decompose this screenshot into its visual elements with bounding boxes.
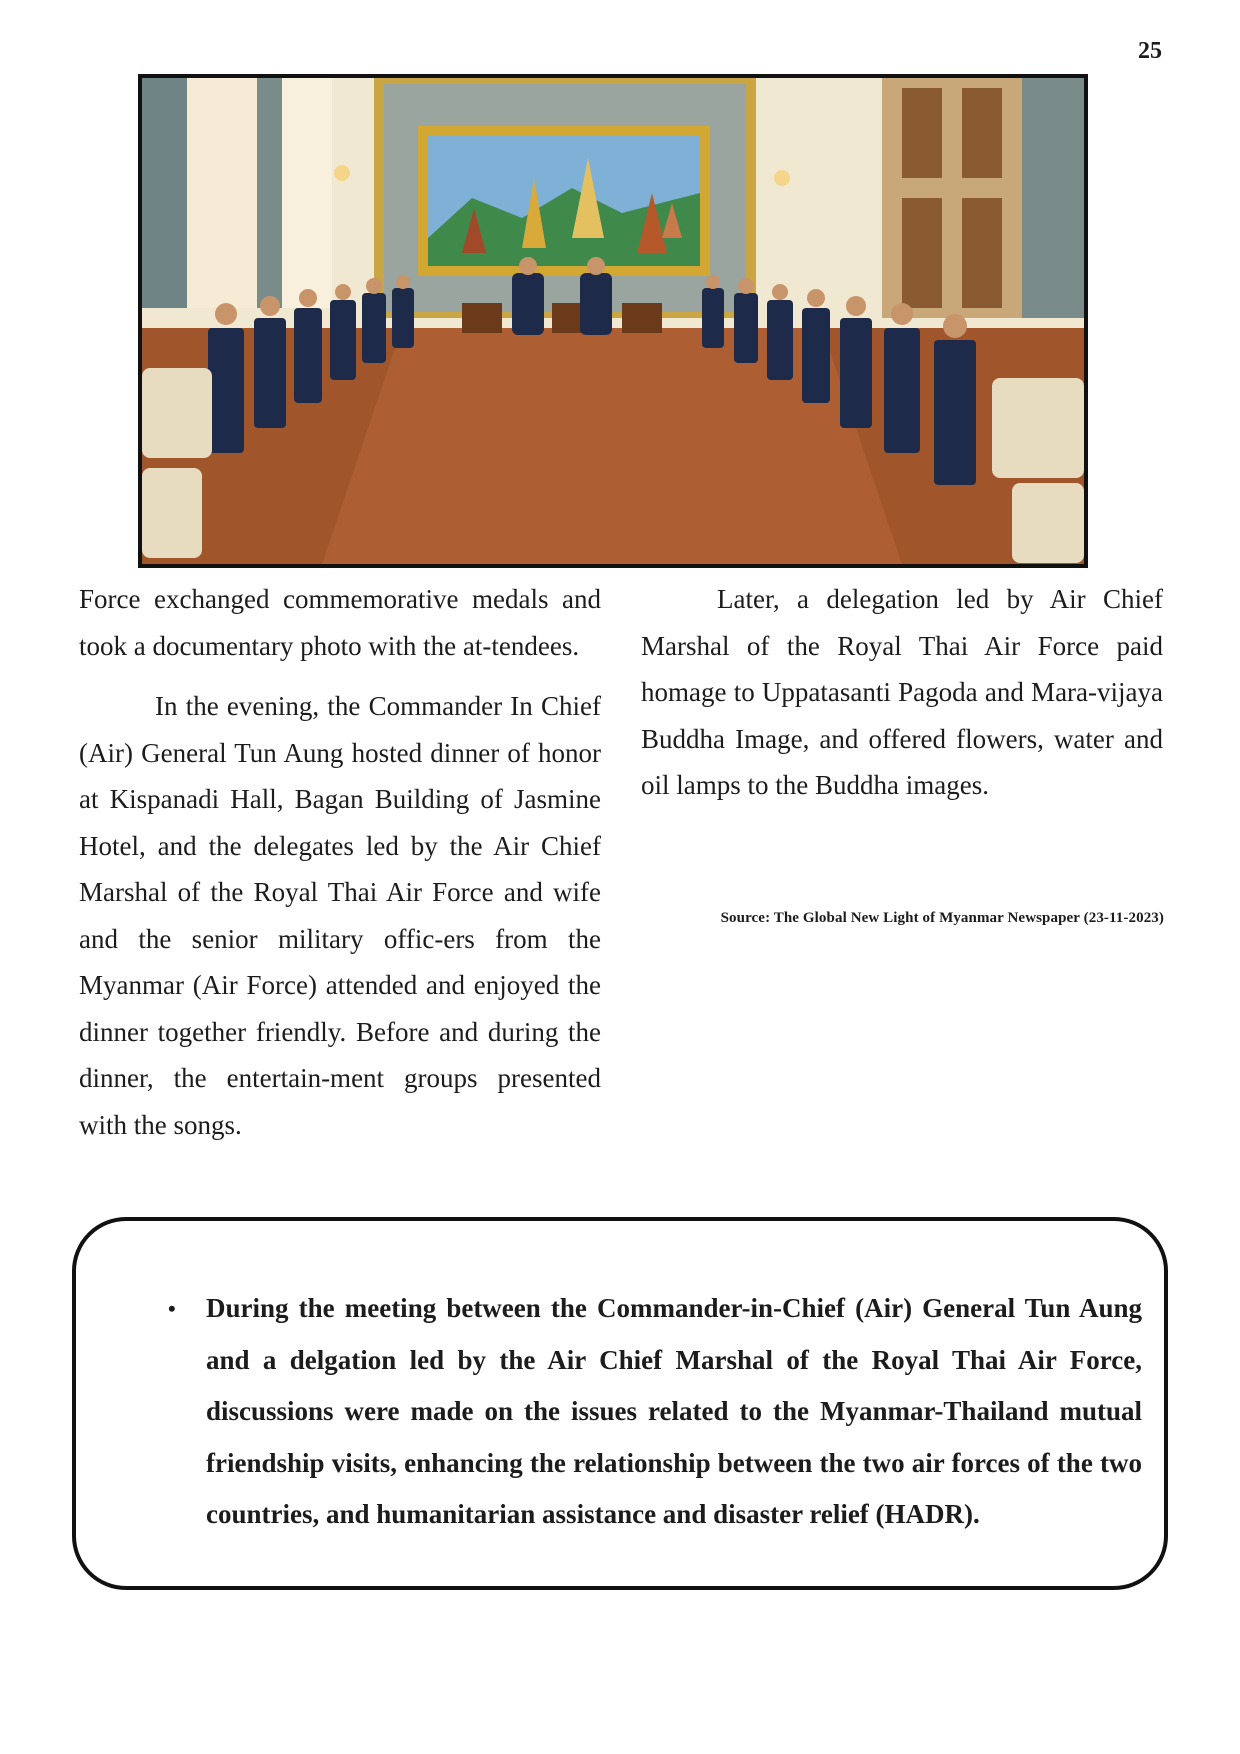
- left-paragraph-2: In the evening, the Commander In Chief (Air) General Tun Aung hosted dinner of honor at Kispanadi Hall, Bagan Building of Jasmine Hotel, and the delegates led by the Air Chief Marshal of the Royal Thai Air Force and wife and the senior military offic-ers from the Myanmar (Air Force) attended and enjoyed the dinner together friendly. Before and during the dinner, the entertain-ment groups presented with the songs.: [79, 691, 601, 1140]
- left-paragraph-1: Force exchanged commemorative medals and took a documentary photo with the at-tendees.: [79, 584, 601, 661]
- meeting-photo-illustration: [142, 78, 1084, 564]
- summary-note-box: [72, 1217, 1168, 1590]
- page-number: 25: [1138, 38, 1162, 64]
- summary-note-text: During the meeting between the Commander-in-Chief (Air) General Tun Aung and a delgation led by the Air Chief Marshal of the Royal Thai Air Force, discussions were made on the issues related to the Myanmar-Thailand mutual friendship visits, enhancing the relationship between the two air forces of the two countries, and humanitarian assistance and disaster relief (HADR).: [206, 1293, 1142, 1529]
- left-column: [79, 576, 601, 1148]
- bullet-icon: •: [168, 1296, 176, 1321]
- summary-note-list: [138, 1283, 1142, 1541]
- right-column: [641, 576, 1163, 809]
- summary-note-item: [138, 1283, 1142, 1541]
- right-paragraph-1: Later, a delegation led by Air Chief Marshal of the Royal Thai Air Force paid homage to Uppatasanti Pagoda and Mara-vijaya Buddha Image, and offered flowers, water and oil lamps to the Buddha images.: [641, 584, 1163, 800]
- meeting-photo: [138, 74, 1088, 568]
- source-citation: Source: The Global New Light of Myanmar Newspaper (23-11-2023): [720, 910, 1164, 926]
